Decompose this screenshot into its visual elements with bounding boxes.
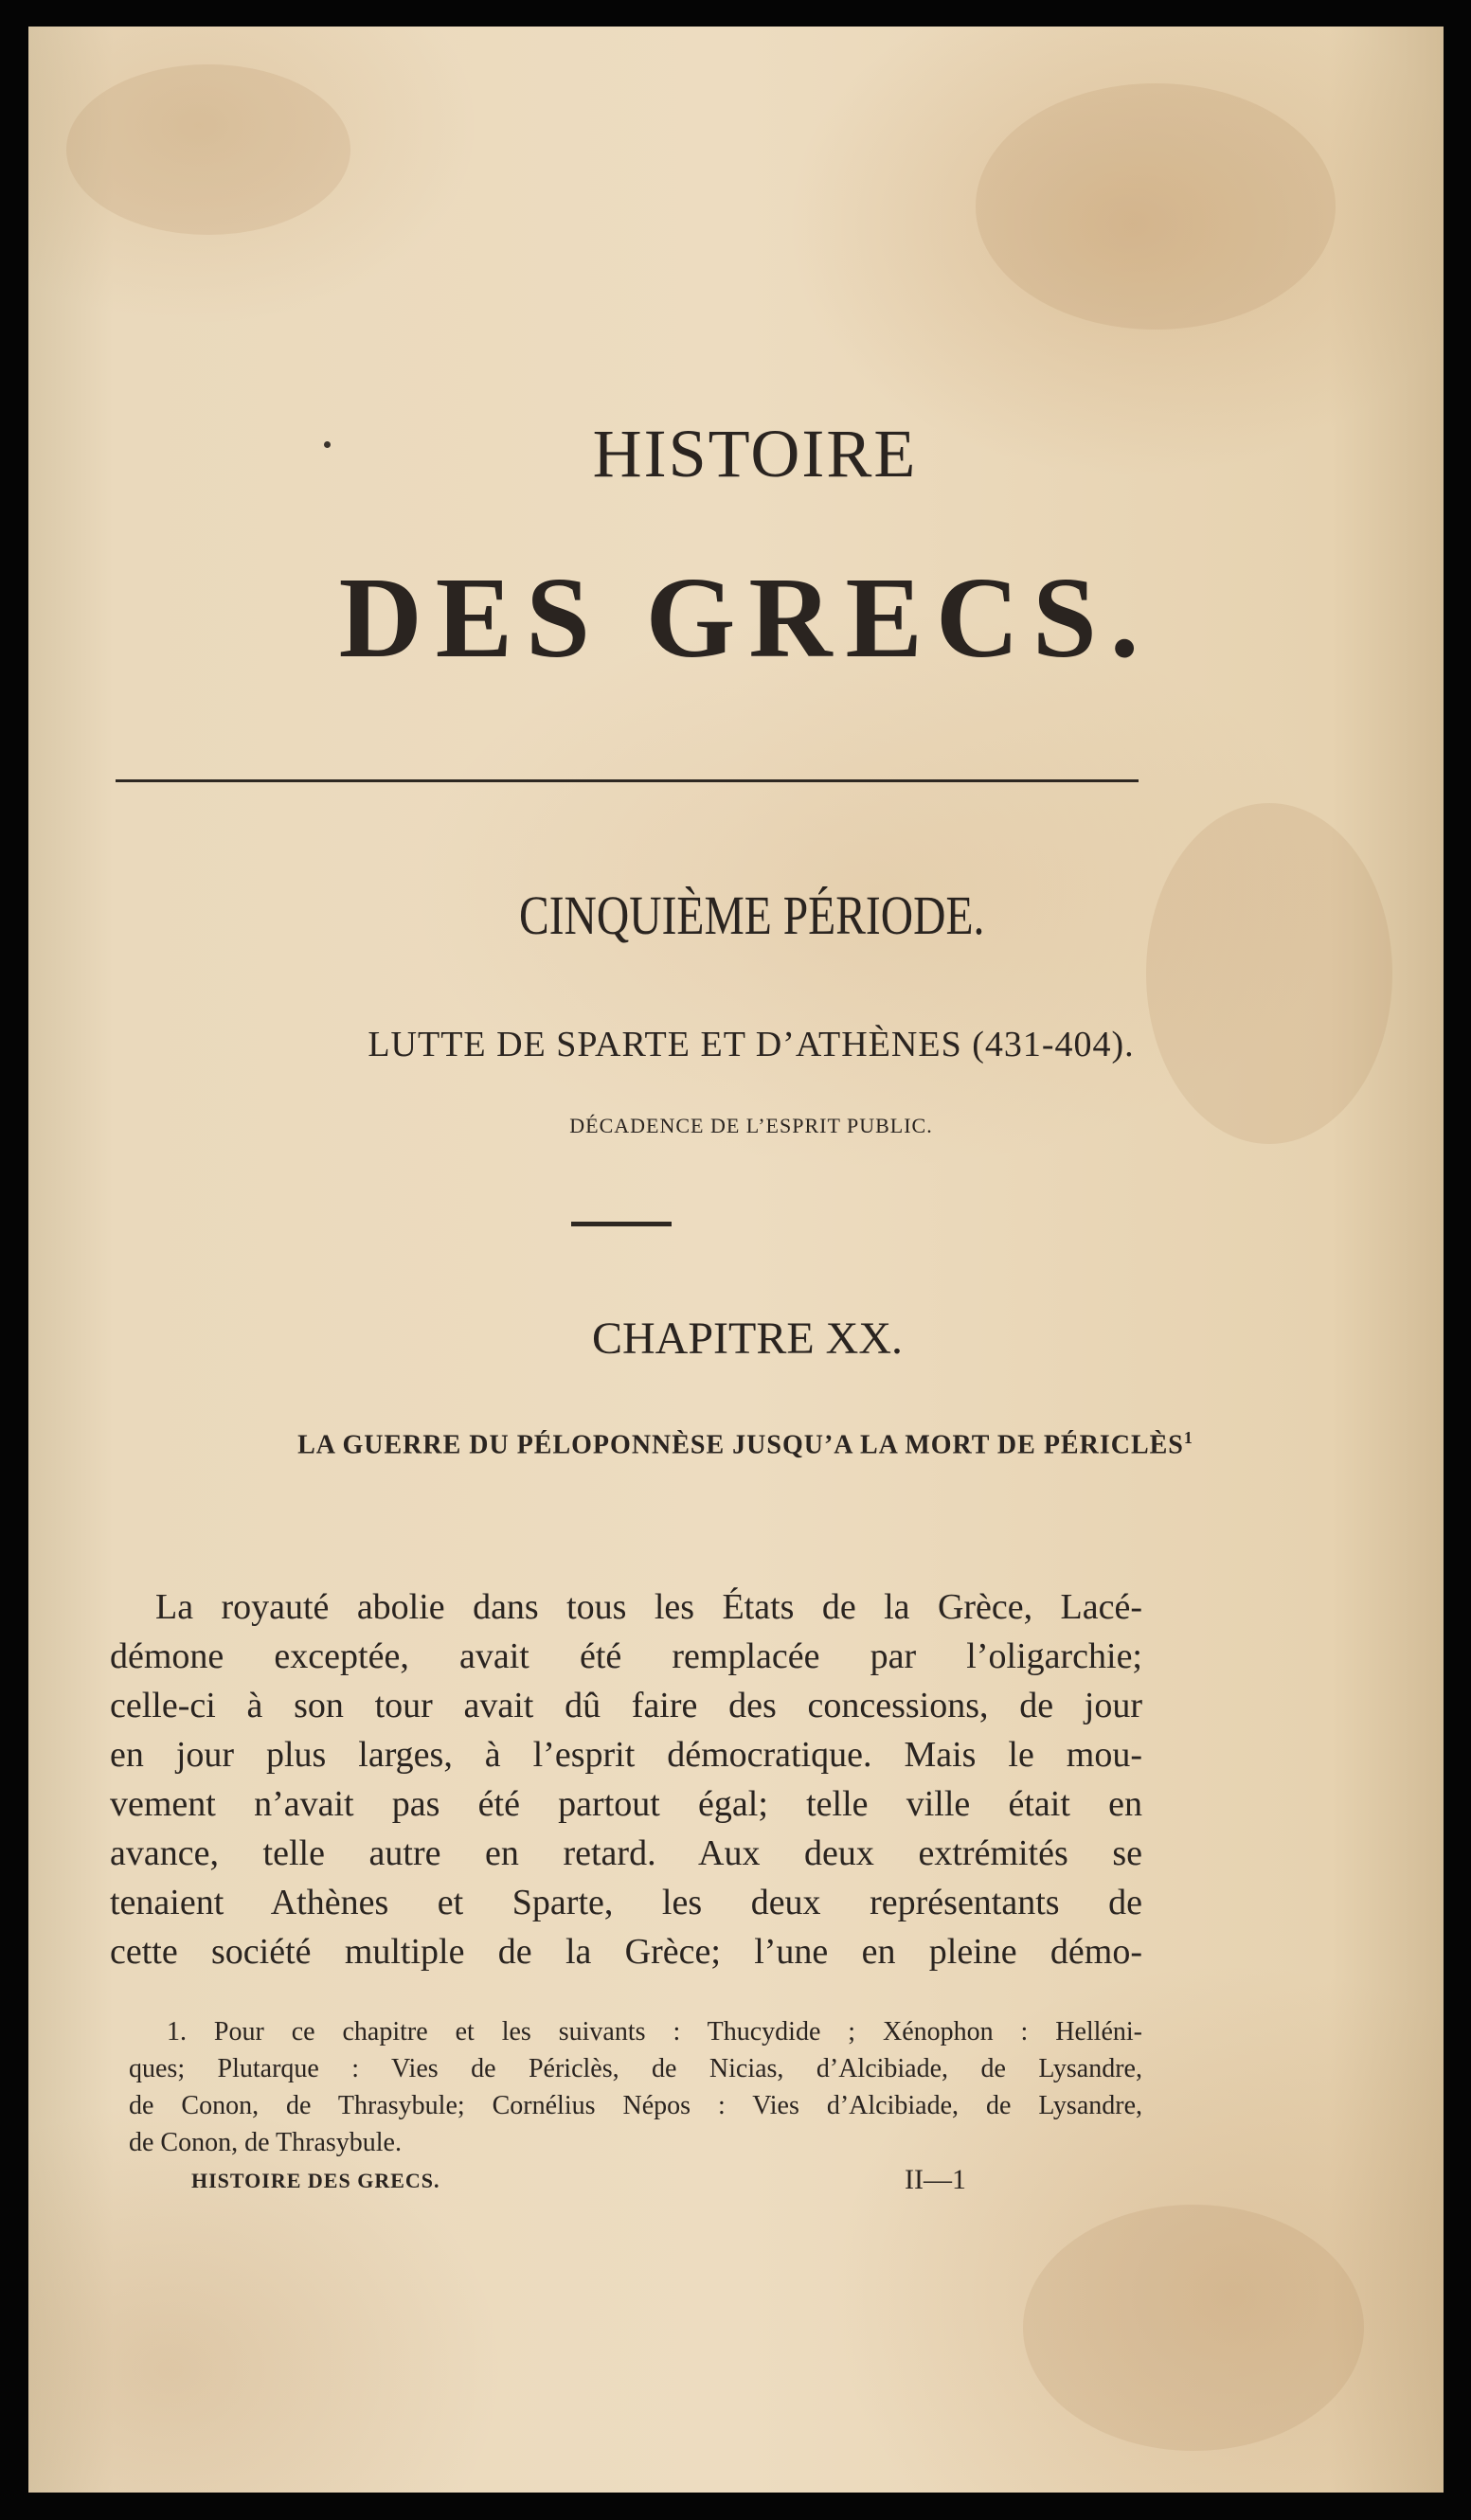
paper-stain — [976, 83, 1336, 330]
footnote-line: de Conon, de Thrasybule. — [129, 2128, 402, 2157]
body-line: démone exceptée, avait été remplacée par l’oligarchie; — [110, 1636, 1142, 1676]
footnote — [129, 2013, 1142, 2161]
book-title-line2: DES GRECS. — [338, 554, 1153, 682]
body-line: vement n’avait pas été partout égal; telle ville était en — [110, 1784, 1142, 1824]
paper-stain — [66, 64, 350, 235]
book-title-line1: HISTOIRE — [592, 416, 918, 491]
body-line: cette société multiple de la Grèce; l’une en pleine démo- — [110, 1932, 1142, 1972]
footnote-line: 1. Pour ce chapitre et les suivants : Thucydide ; Xénophon : Helléni- — [167, 2017, 1142, 2046]
signature-page-mark: II—1 — [905, 2164, 966, 2195]
body-text — [110, 1582, 1142, 1976]
paper-stain — [1146, 803, 1392, 1144]
period-subtitle: LUTTE DE SPARTE ET D’ATHÈNES (431-404). — [368, 1025, 1135, 1064]
body-line: La royauté abolie dans tous les États de la Grèce, Lacé- — [155, 1587, 1142, 1627]
chapter-subtitle — [38, 1428, 1444, 1460]
footnote-reference: 1 — [1183, 1428, 1193, 1447]
period-note: DÉCADENCE DE L’ESPRIT PUBLIC. — [569, 1114, 933, 1137]
footnote-line: de Conon, de Thrasybule; Cornélius Népos : Vies d’Alcibiade, de Lysandre, — [129, 2091, 1142, 2120]
period-title: CINQUIÈME PÉRIODE. — [518, 885, 985, 946]
section-rule — [571, 1222, 672, 1226]
book-page — [28, 27, 1444, 2493]
body-line: celle-ci à son tour avait dû faire des concessions, de jour — [110, 1686, 1142, 1725]
body-line: en jour plus larges, à l’esprit démocratique. Mais le mou- — [110, 1735, 1142, 1775]
chapter-title: CHAPITRE XX. — [591, 1314, 903, 1364]
body-line: tenaient Athènes et Sparte, les deux représentants de — [110, 1883, 1142, 1922]
chapter-subtitle-text: LA GUERRE DU PÉLOPONNÈSE JUSQU’A LA MORT DE PÉRICLÈS — [297, 1430, 1184, 1460]
body-line: avance, telle autre en retard. Aux deux extrémités se — [110, 1833, 1142, 1873]
paper-stain — [1023, 2205, 1364, 2451]
footnote-line: ques; Plutarque : Vies de Périclès, de Nicias, d’Alcibiade, de Lysandre, — [129, 2054, 1142, 2083]
title-rule — [116, 779, 1139, 782]
signature-label: HISTOIRE DES GRECS. — [191, 2169, 440, 2192]
